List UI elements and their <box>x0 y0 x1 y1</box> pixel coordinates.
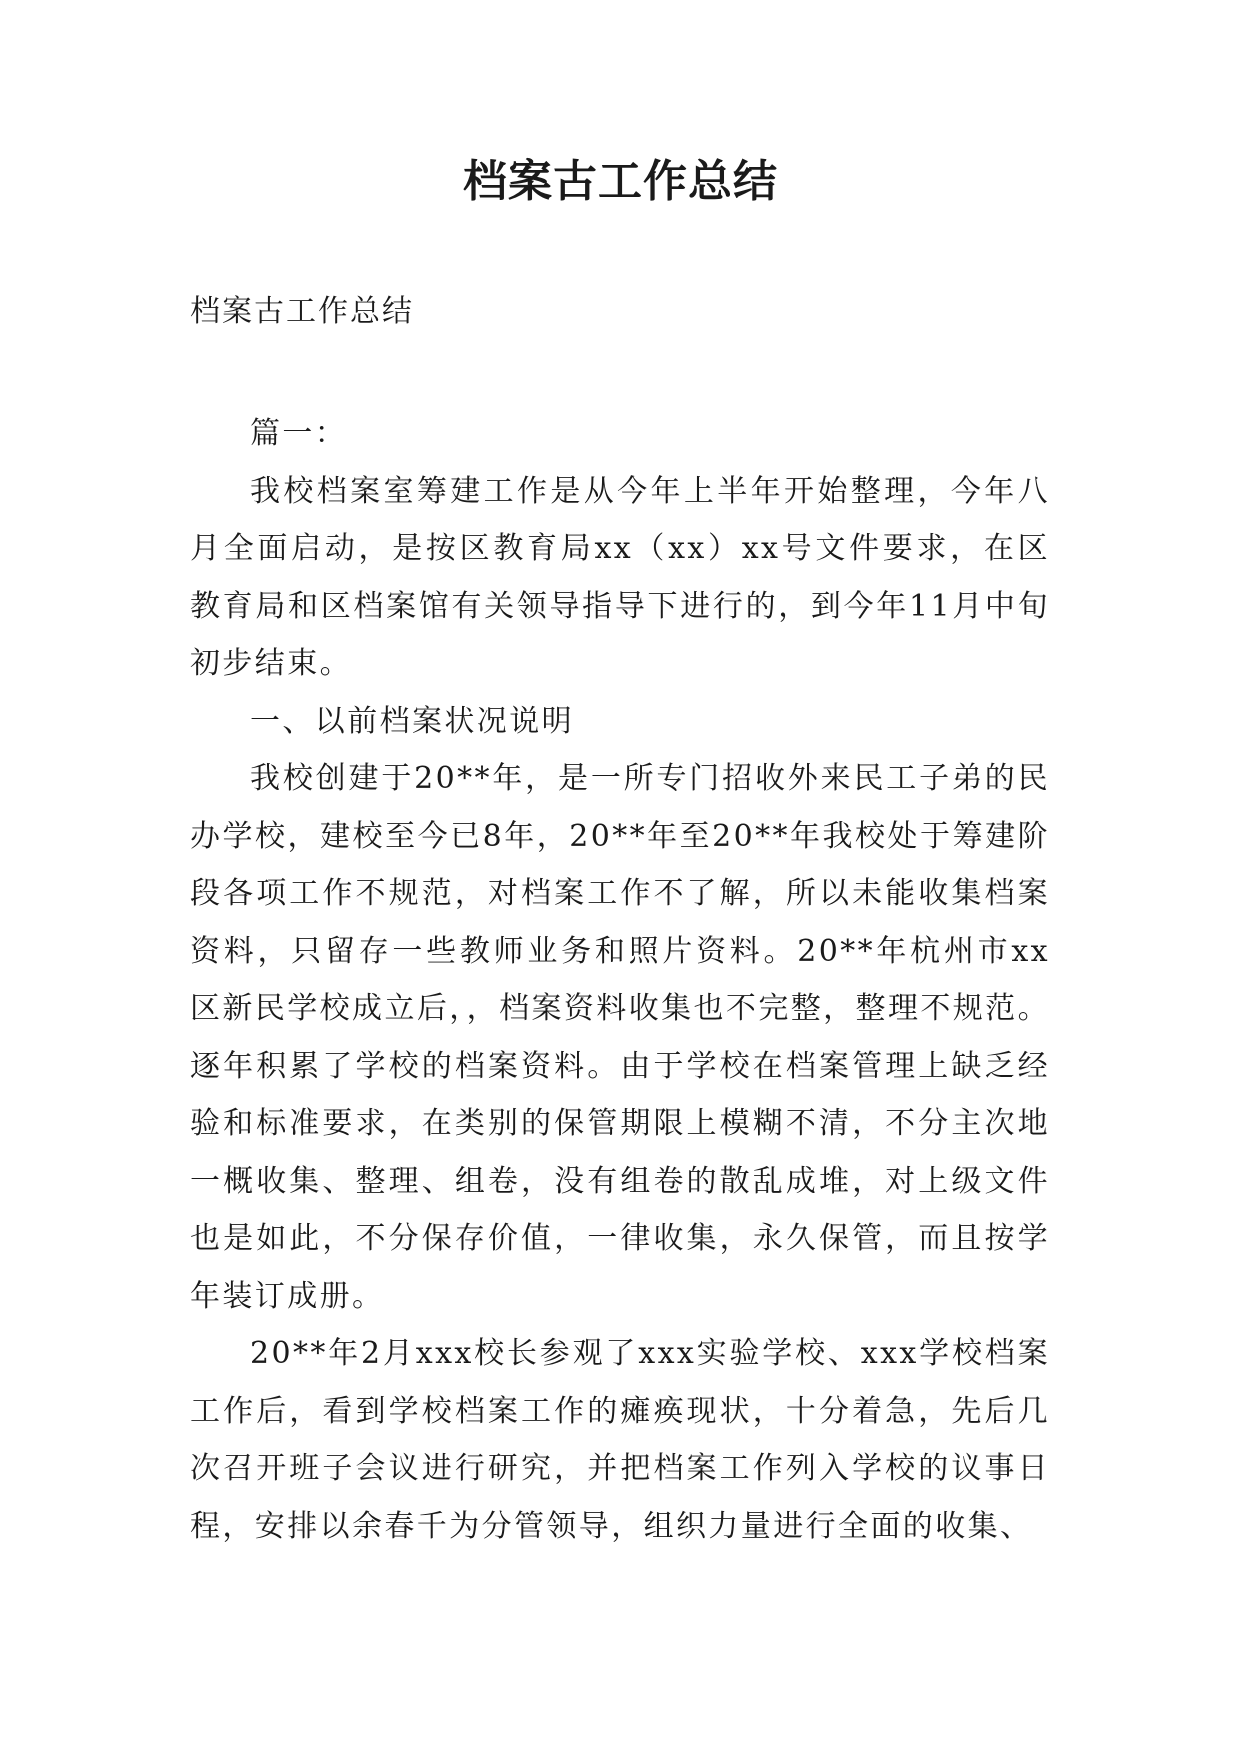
paragraph-section-label: 篇一： <box>250 416 348 451</box>
paragraph-heading-1: 一、以前档案状况说明 <box>250 703 574 739</box>
document-subtitle: 档案古工作总结 <box>190 294 414 329</box>
paragraph-intro: 我校档案室筹建工作是从今年上半年开始整理，今年八月全面启动，是按区教育局xx（xx）xx号文件要求，在区教育局和区档案馆有关领导指导下进行的，到今年11月中旬初步结束。 <box>190 473 1050 681</box>
paragraph-history: 我校创建于20**年，是一所专门招收外来民工子弟的民办学校，建校至今已8年，20**年至20**年我校处于筹建阶段各项工作不规范，对档案工作不了解，所以未能收集档案资料，只留存一些教师业务和照片资料。20**年杭州市xx区新民学校成立后，，档案资料收集也不完整，整理不规范。逐年积累了学校的档案资料。由于学校在档案管理上缺乏经验和标准要求，在类别的保管期限上模糊不清，不分主次地一概收集、整理、组卷，没有组卷的散乱成堆，对上级文件也是如此，不分保存价值，一律收集，永久保管，而且按学年装订成册。 <box>190 761 1050 1314</box>
paragraph-actions: 20**年2月xxx校长参观了xxx实验学校、xxx学校档案工作后，看到学校档案工作的瘫痪现状，十分着急，先后几次召开班子会议进行研究，并把档案工作列入学校的议事日程，安排以余春千为分管领导，组织力量进行全面的收集、 <box>190 1336 1050 1544</box>
document-title: 档案古工作总结 <box>463 156 778 207</box>
document-body <box>190 405 1050 1555</box>
